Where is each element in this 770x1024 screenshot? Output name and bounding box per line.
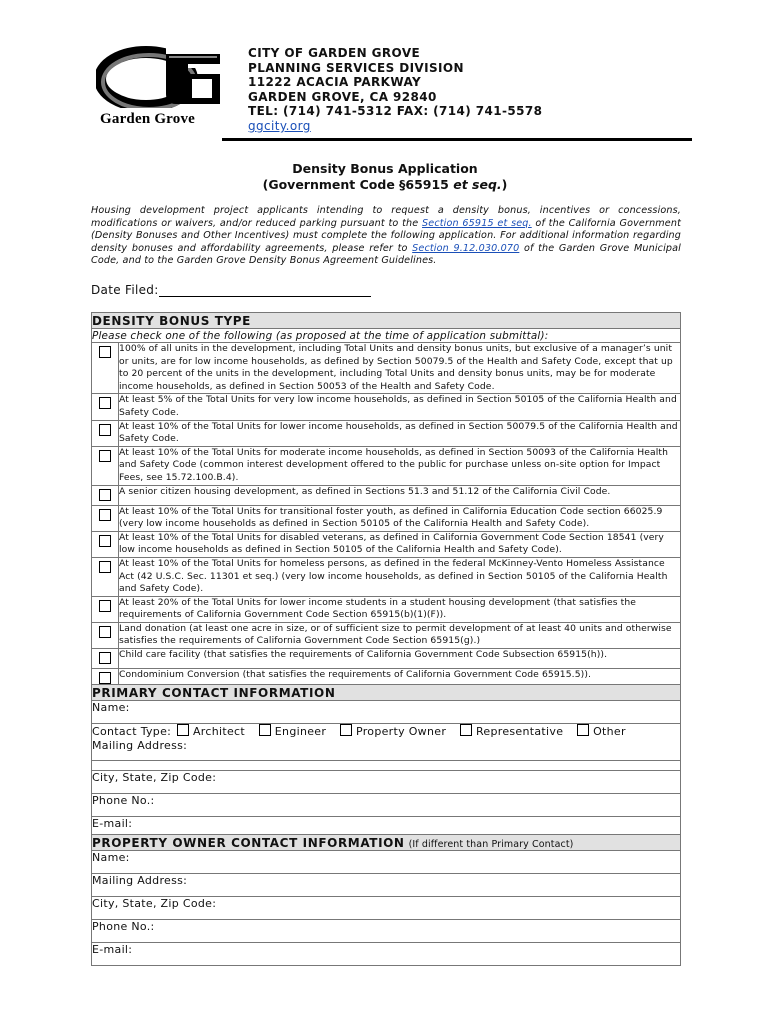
checkbox[interactable]	[259, 724, 271, 736]
checkbox[interactable]	[99, 626, 111, 638]
density-option	[92, 622, 681, 648]
date-filed	[91, 283, 371, 297]
checkbox[interactable]	[99, 397, 111, 409]
primary-phone-field[interactable]	[92, 794, 681, 817]
density-bonus-header: DENSITY BONUS TYPE	[92, 313, 681, 329]
city-label: City, State, Zip Code:	[92, 771, 217, 784]
owner-email-field[interactable]	[92, 943, 681, 966]
density-bonus-table	[91, 312, 681, 689]
name-label: Name:	[92, 701, 130, 714]
contact-type-architect[interactable]: Architect	[177, 724, 245, 739]
owner-contact-note: (If different than Primary Contact)	[408, 838, 574, 850]
option-text: At least 20% of the Total Units for lower income students in a student housing development (that satisfies the requirements of California Government Code Section 65915(b)(1)(F)).	[119, 596, 681, 622]
mailing-address-label: Mailing Address:	[92, 739, 188, 752]
primary-name-field[interactable]	[92, 701, 681, 724]
header-rule	[222, 138, 692, 141]
contact-type-representative[interactable]: Representative	[460, 724, 563, 739]
name-label: Name:	[92, 851, 130, 864]
density-option	[92, 420, 681, 446]
city-state-zip: GARDEN GROVE, CA 92840	[248, 89, 437, 104]
primary-contact-header: PRIMARY CONTACT INFORMATION	[92, 685, 681, 701]
density-option	[92, 394, 681, 420]
density-option	[92, 649, 681, 669]
density-option	[92, 596, 681, 622]
density-option	[92, 505, 681, 531]
option-text: At least 10% of the Total Units for disabled veterans, as defined in California Government Code Section 18541 (very low income households as defined in Section 50105 of the California Health and Safety Code).	[119, 531, 681, 557]
email-label: E-mail:	[92, 817, 133, 830]
density-option	[92, 343, 681, 394]
phone-label: Phone No.:	[92, 920, 155, 933]
option-text: At least 10% of the Total Units for moderate income households, as defined in Section 50093 of the California Health and Safety Code (common interest development offered to the public for purchase unless on-site option for Impact Fees, see 15.72.100.B.4).	[119, 446, 681, 485]
checkbox[interactable]	[340, 724, 352, 736]
option-text: Condominium Conversion (that satisfies the requirements of California Government Code 65915.5)).	[119, 669, 681, 689]
intro-paragraph: Housing development project applicants intending to request a density bonus, incentives or concessions, modifications or waivers, and/or reduced parking pursuant to the Section 65915 et seq. of the California Government (Density Bonuses and Other Incentives) must complete the following application. For additional information regarding density bonuses and affordability agreements, please refer to Section 9.12.030.070 of the Garden Grove Municipal Code, and to the Garden Grove Density Bonus Agreement Guidelines.	[91, 205, 681, 267]
checkbox[interactable]	[460, 724, 472, 736]
primary-city-field[interactable]	[92, 771, 681, 794]
municipal-code-link[interactable]: Section 9.12.030.070	[412, 242, 520, 254]
option-text: At least 10% of the Total Units for lower income households, as defined in Section 50079.5 of the California Health and Safety Code.	[119, 420, 681, 446]
phone-fax: TEL: (714) 741-5312 FAX: (714) 741-5578	[248, 104, 543, 119]
logo-wordmark: Garden Grove	[100, 111, 196, 127]
primary-contact-type-row	[92, 724, 681, 761]
primary-mailing-field[interactable]	[92, 761, 681, 771]
owner-contact-header: PROPERTY OWNER CONTACT INFORMATION (If different than Primary Contact)	[92, 835, 681, 851]
division-name: PLANNING SERVICES DIVISION	[248, 60, 464, 75]
owner-city-field[interactable]	[92, 897, 681, 920]
checkbox[interactable]	[99, 489, 111, 501]
street-address: 11222 ACACIA PARKWAY	[248, 75, 422, 90]
option-text: At least 5% of the Total Units for very low income households, as defined in Section 50105 of the California Health and Safety Code.	[119, 394, 681, 420]
checkbox[interactable]	[99, 672, 111, 684]
website-link[interactable]: ggcity.org	[248, 118, 311, 133]
phone-label: Phone No.:	[92, 794, 155, 807]
density-instruction: Please check one of the following (as proposed at the time of application submittal):	[92, 329, 681, 343]
letterhead-address	[248, 46, 542, 134]
density-option	[92, 557, 681, 596]
contact-type-label: Contact Type:	[92, 725, 172, 738]
city-label: City, State, Zip Code:	[92, 897, 217, 910]
contact-type-property-owner[interactable]: Property Owner	[340, 724, 446, 739]
checkbox[interactable]	[99, 600, 111, 612]
checkbox[interactable]	[177, 724, 189, 736]
checkbox[interactable]	[577, 724, 589, 736]
city-name: CITY OF GARDEN GROVE	[248, 46, 421, 60]
primary-contact-table	[91, 684, 681, 840]
owner-name-field[interactable]	[92, 851, 681, 874]
owner-phone-field[interactable]	[92, 920, 681, 943]
option-text: A senior citizen housing development, as defined in Sections 51.3 and 51.12 of the California Civil Code.	[119, 485, 681, 505]
form-subtitle: (Government Code §65915 et seq.)	[262, 177, 508, 192]
density-option	[92, 446, 681, 485]
option-text: 100% of all units in the development, including Total Units and density bonus units, but exclusive of a manager’s unit or units, are for low income households, as defined by Section 50079.5 of the Health and Safety Code, except that up to 20 percent of the units in the development, including Total Units and density bonus units, may be for moderate income households, as defined in Section 50053 of the Health and Safety Code.	[119, 343, 681, 394]
checkbox[interactable]	[99, 450, 111, 462]
date-filed-field[interactable]	[159, 284, 371, 297]
checkbox[interactable]	[99, 346, 111, 358]
contact-type-other[interactable]: Other	[577, 724, 626, 739]
checkbox[interactable]	[99, 509, 111, 521]
mailing-address-label: Mailing Address:	[92, 874, 188, 887]
checkbox[interactable]	[99, 652, 111, 664]
checkbox[interactable]	[99, 561, 111, 573]
email-label: E-mail:	[92, 943, 133, 956]
gov-code-link[interactable]: Section 65915 et seq.	[422, 217, 532, 229]
owner-mailing-field[interactable]	[92, 874, 681, 897]
density-option	[92, 531, 681, 557]
option-text: Child care facility (that satisfies the requirements of California Government Code Subsection 65915(h)).	[119, 649, 681, 669]
date-filed-label: Date Filed:	[91, 283, 159, 297]
option-text: At least 10% of the Total Units for transitional foster youth, as defined in California Education Code section 66025.9 (very low income households as defined in Section 50105 of the California Health and Safety Code).	[119, 505, 681, 531]
option-text: Land donation (at least one acre in size, or of sufficient size to permit development of at least 40 units and otherwise satisfies the requirements of California Government Code Section 65915(g).)	[119, 622, 681, 648]
contact-type-engineer[interactable]: Engineer	[259, 724, 326, 739]
checkbox[interactable]	[99, 535, 111, 547]
option-text: At least 10% of the Total Units for homeless persons, as defined in the federal McKinney-Vento Homeless Assistance Act (42 U.S.C. Sec. 11301 et seq.) (very low income households, as defined in Section 50105 of the California Health and Safety Code).	[119, 557, 681, 596]
form-title: Density Bonus Application	[292, 161, 478, 176]
density-option	[92, 485, 681, 505]
checkbox[interactable]	[99, 424, 111, 436]
owner-contact-table	[91, 834, 681, 966]
